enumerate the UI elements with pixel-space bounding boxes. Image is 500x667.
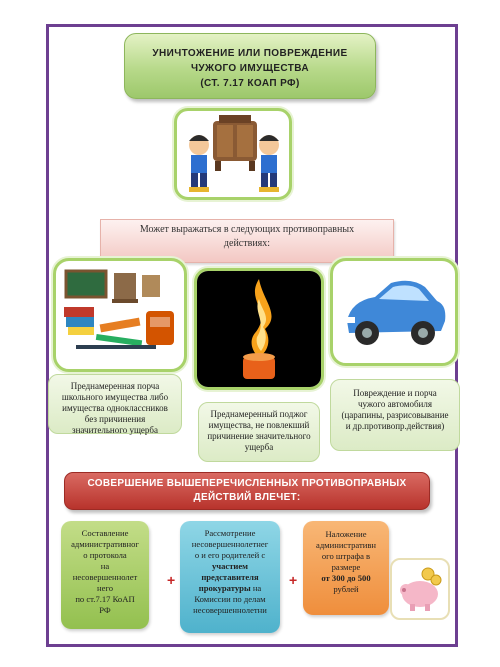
caption-car-line: Повреждение и порча xyxy=(353,388,437,398)
commission-line: несовершеннолетнег xyxy=(191,539,269,549)
protocol-line: на xyxy=(100,561,110,571)
commission-bold-line: представителя xyxy=(201,572,259,582)
burning-candle-illustration xyxy=(194,268,324,390)
caption-fire-line: причинение значительного xyxy=(207,431,311,441)
caption-arson xyxy=(198,402,320,462)
fine-line: административн xyxy=(316,540,376,550)
plus-sign: + xyxy=(289,572,298,588)
protocol-line: по ст.7.17 КоАП xyxy=(75,594,135,604)
fine-line: рублей xyxy=(333,584,359,594)
commission-line: Рассмотрение xyxy=(204,528,256,538)
fine-line: ого штрафа в xyxy=(321,551,371,561)
fine-box xyxy=(303,521,389,615)
piggy-bank-icon xyxy=(390,558,450,620)
commission-bold-line: прокуратуры на xyxy=(198,583,262,593)
title-line-1: УНИЧТОЖЕНИЕ ИЛИ ПОВРЕЖДЕНИЕ xyxy=(152,48,348,59)
band-line-1: СОВЕРШЕНИЕ ВЫШЕПЕРЕЧИСЛЕННЫХ ПРОТИВОПРАВНЫХ xyxy=(87,478,407,489)
band-line-2: ДЕЙСТВИЙ ВЛЕЧЕТ: xyxy=(193,492,301,503)
school-supplies-illustration xyxy=(53,258,187,372)
caption-school-line: без причинения xyxy=(84,414,146,424)
commission-line: о и его родителей с xyxy=(194,550,266,560)
commission-bold-line: участием xyxy=(211,561,249,571)
protocol-line: несовершеннолет xyxy=(72,572,138,582)
title-line-3: (СТ. 7.17 КОАП РФ) xyxy=(200,78,300,89)
plus-sign: + xyxy=(167,572,176,588)
protocol-line: Составление xyxy=(81,528,129,538)
kids-carrying-cabinet-illustration xyxy=(174,108,292,200)
consequences-banner xyxy=(64,472,430,510)
intro-banner xyxy=(100,219,394,263)
commission-box xyxy=(180,521,280,633)
caption-school-line: школьного имущества либо xyxy=(61,392,169,402)
protocol-line: административног xyxy=(71,539,139,549)
caption-car-line: (царапины, разрисовывание xyxy=(341,410,449,420)
protocol-line: о протокола xyxy=(83,550,127,560)
caption-school-property xyxy=(48,374,182,434)
caption-school-line: Преднамеренная порча xyxy=(70,381,160,391)
title-line-2: ЧУЖОГО ИМУЩЕСТВА xyxy=(190,63,310,74)
caption-car-damage xyxy=(330,379,460,451)
caption-car-line: и др.противопр.действия) xyxy=(345,421,445,431)
protocol-line: него xyxy=(96,583,114,593)
caption-school-line: имущества одноклассников xyxy=(62,403,168,413)
intro-line-1: Может выражаться в следующих противоправных xyxy=(139,224,355,235)
caption-fire-line: Преднамеренный поджог xyxy=(210,409,308,419)
caption-fire-line: ущерба xyxy=(244,442,274,452)
toy-car-illustration xyxy=(330,258,458,366)
intro-line-2: действиях: xyxy=(223,238,271,249)
caption-school-line: значительного ущерба xyxy=(72,425,158,435)
protocol-line: РФ xyxy=(99,605,111,615)
fine-line: размере xyxy=(331,562,361,572)
poster-title xyxy=(124,33,376,99)
caption-fire-line: имущества, не повлекший xyxy=(208,420,310,430)
protocol-box xyxy=(61,521,149,629)
caption-car-line: чужого автомобиля xyxy=(357,399,432,409)
fine-line: Наложение xyxy=(325,529,367,539)
commission-line: Комиссии по делам xyxy=(194,594,266,604)
fine-amount: от 300 до 500 xyxy=(321,573,371,583)
commission-line: несовершеннолетни xyxy=(193,605,267,615)
